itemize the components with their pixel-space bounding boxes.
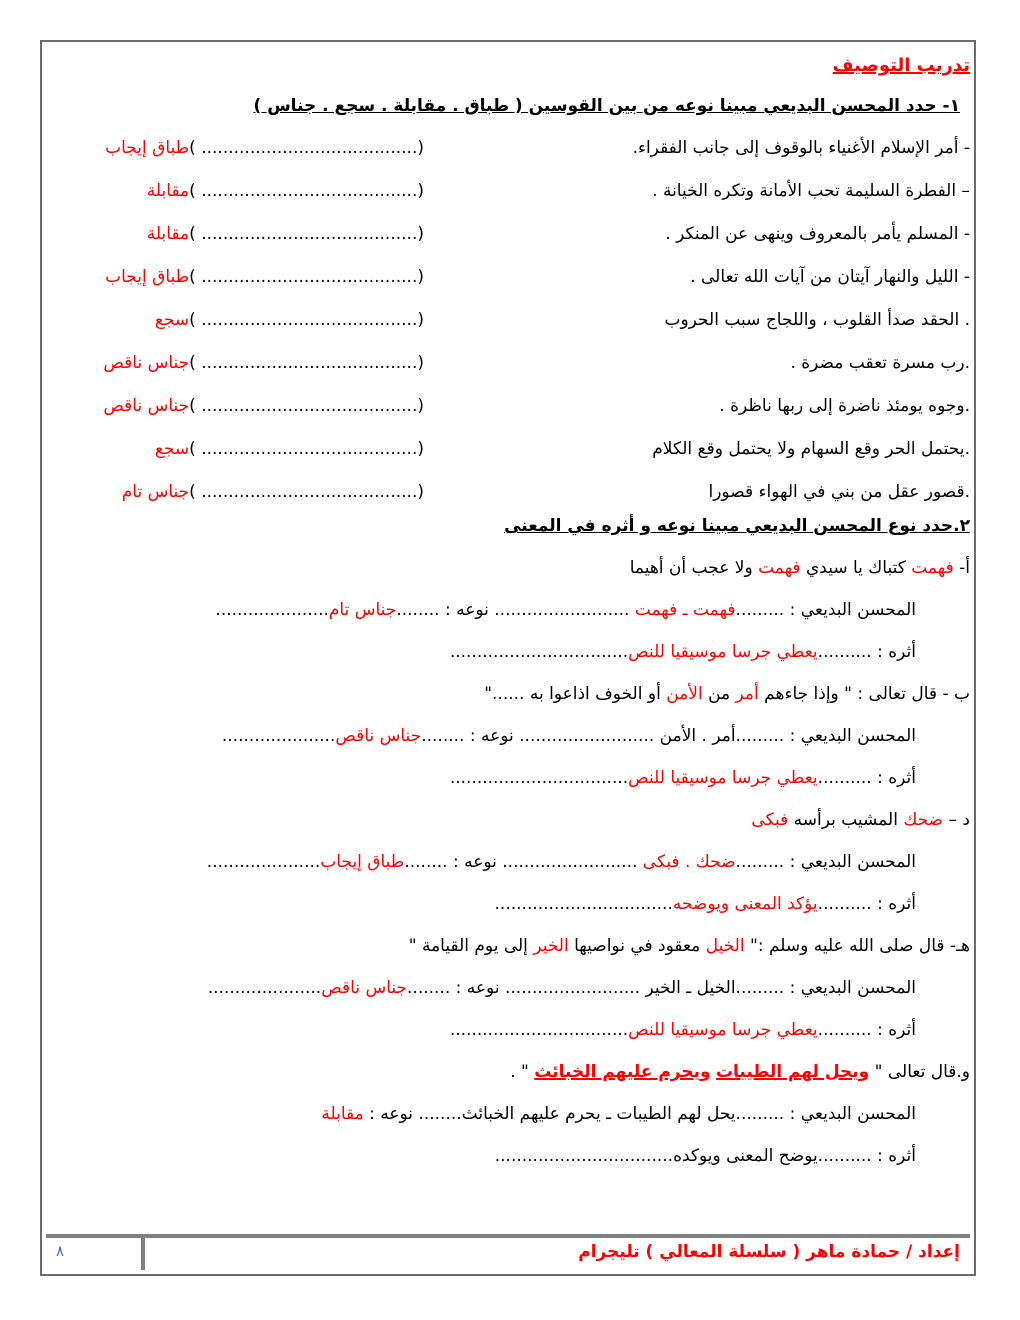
close-paren: ) xyxy=(189,138,196,158)
type-answer: جناس ناقص xyxy=(335,726,422,746)
effect-line: أثره : ..........يعطي جرسا موسيقيا للنص................................. xyxy=(449,1020,916,1040)
item-letter: أ- xyxy=(953,558,970,578)
answer-blank xyxy=(94,222,424,246)
answer-text: جناس ناقص xyxy=(103,353,190,373)
prompt-text: من xyxy=(702,684,736,704)
device-label: المحسن البديعي : xyxy=(789,1104,916,1124)
dotted-blank: ........................................ xyxy=(201,439,418,459)
exercise-prompt xyxy=(630,556,970,580)
prompt-text: ولا عجب أن أهيما xyxy=(629,558,759,578)
open-paren: ( xyxy=(417,310,424,330)
effect-line: أثره : ..........يؤكد المعنى ويوضحه................................. xyxy=(494,894,916,914)
open-paren: ( xyxy=(417,353,424,373)
open-paren: ( xyxy=(417,396,424,416)
exercise-sentence: .يحتمل الحر وقع السهام ولا يحتمل وقع الكلام xyxy=(652,439,970,459)
type-label: نوعه : xyxy=(452,852,497,872)
highlighted-word: أمر xyxy=(735,684,759,704)
dotted-blank: ........................................ xyxy=(201,267,418,287)
device-answer: يحل لهم الطيبات ـ يحرم عليهم الخبائث xyxy=(461,1104,736,1124)
effect-line: أثره : ..........يعطي جرسا موسيقيا للنص................................. xyxy=(449,642,916,662)
open-paren: ( xyxy=(417,482,424,502)
answer-blank xyxy=(94,480,424,504)
footer-credit: إعداد / حمادة ماهر ( سلسلة المعالي ) تليجرام xyxy=(578,1242,960,1262)
dotted-blank: ........................................ xyxy=(201,138,418,158)
item-letter: ب - xyxy=(937,684,970,704)
exercise-prompt xyxy=(510,1060,970,1084)
device-answer: أمر . الأمن xyxy=(659,726,736,746)
effect-answer: يعطي جرسا موسيقيا للنص xyxy=(628,642,818,662)
device-line: المحسن البديعي : .........الخيل ـ الخير ......................... نوعه : ........جناس ناقص..................... xyxy=(207,978,916,998)
dotted-blank: ........................................ xyxy=(201,353,418,373)
close-paren: ) xyxy=(189,396,196,416)
answer-text: سجع xyxy=(154,310,190,330)
effect-answer: يؤكد المعنى ويوضحه xyxy=(672,894,818,914)
exercise-sentence: .رب مسرة تعقب مضرة . xyxy=(790,353,970,373)
type-answer: مقابلة xyxy=(321,1104,364,1124)
exercise-sentence: - الليل والنهار آيتان من آيات الله تعالى . xyxy=(690,267,970,287)
device-line: المحسن البديعي : .........ضحك . فبكى ......................... نوعه : ........طباق إيجاب..................... xyxy=(206,852,916,872)
answer-blank xyxy=(94,437,424,461)
device-label: المحسن البديعي : xyxy=(789,600,916,620)
close-paren: ) xyxy=(189,439,196,459)
close-paren: ) xyxy=(189,482,196,502)
highlighted-word: فبكى xyxy=(751,810,789,830)
highlighted-word: الخيل xyxy=(705,936,745,956)
device-label: المحسن البديعي : xyxy=(789,852,916,872)
prompt-text: معقود في نواصيها xyxy=(568,936,706,956)
effect-answer: يعطي جرسا موسيقيا للنص xyxy=(628,768,818,788)
close-paren: ) xyxy=(189,353,196,373)
type-label: نوعه : xyxy=(455,978,500,998)
prompt-text: كتباك يا سيدي xyxy=(800,558,912,578)
footer-rule xyxy=(46,1234,970,1238)
exercise-sentence: - أمر الإسلام الأغنياء بالوقوف إلى جانب الفقراء. xyxy=(632,138,970,158)
open-paren: ( xyxy=(417,439,424,459)
effect-label: أثره : xyxy=(877,768,916,788)
effect-label: أثره : xyxy=(877,642,916,662)
item-letter: و. xyxy=(956,1062,970,1082)
effect-line: أثره : ..........يوضح المعنى ويوكده................................. xyxy=(494,1146,916,1166)
open-paren: ( xyxy=(417,224,424,244)
page-title: تدريب التوصيف xyxy=(832,55,970,76)
answer-text: طباق إيجاب xyxy=(105,267,190,287)
answer-blank xyxy=(94,265,424,289)
type-answer: جناس ناقص xyxy=(321,978,408,998)
highlighted-word: الخير xyxy=(533,936,569,956)
device-answer: الخيل ـ الخير xyxy=(645,978,736,998)
answer-blank xyxy=(94,351,424,375)
exercise-sentence: .وجوه يومئذ ناضرة إلى ربها ناظرة . xyxy=(719,396,970,416)
page-footer xyxy=(42,1234,974,1274)
highlighted-word: فهمت xyxy=(758,558,801,578)
device-label: المحسن البديعي : xyxy=(789,726,916,746)
open-paren: ( xyxy=(417,138,424,158)
device-answer: فهمت ـ فهمت xyxy=(634,600,736,620)
exercise-prompt xyxy=(751,808,970,832)
footer-divider xyxy=(141,1234,145,1270)
answer-text: مقابلة xyxy=(146,181,190,201)
prompt-text: قال صلى الله عليه وسلم :" xyxy=(744,936,945,956)
exercise-prompt xyxy=(484,682,970,706)
effect-line: أثره : ..........يعطي جرسا موسيقيا للنص................................. xyxy=(449,768,916,788)
exercise-sentence: . الحقد صدأ القلوب ، واللجاج سبب الحروب xyxy=(664,310,970,330)
prompt-text: أو الخوف اذاعوا به ......" xyxy=(484,684,667,704)
answer-text: طباق إيجاب xyxy=(105,138,190,158)
effect-label: أثره : xyxy=(877,894,916,914)
type-answer: طباق إيجاب xyxy=(320,852,405,872)
answer-blank xyxy=(94,308,424,332)
type-label: نوعه : xyxy=(444,600,489,620)
device-line: المحسن البديعي : .........يحل لهم الطيبات ـ يحرم عليهم الخبائث........ نوعه : مقابلة xyxy=(321,1104,916,1124)
item-letter: د – xyxy=(943,810,970,830)
exercise-prompt xyxy=(409,934,970,958)
dotted-blank: ........................................ xyxy=(201,396,418,416)
prompt-text: قال تعالى " xyxy=(869,1062,957,1082)
answer-text: مقابلة xyxy=(146,224,190,244)
answer-blank xyxy=(94,394,424,418)
effect-answer: يعطي جرسا موسيقيا للنص xyxy=(628,1020,818,1040)
type-label: نوعه : xyxy=(469,726,514,746)
dotted-blank: ........................................ xyxy=(201,482,418,502)
exercise-sentence: - المسلم يأمر بالمعروف وينهى عن المنكر . xyxy=(665,224,970,244)
highlighted-word: ضحك xyxy=(903,810,944,830)
worksheet-page xyxy=(40,40,976,1276)
prompt-text: المشيب برأسه xyxy=(788,810,904,830)
page-number: ٨ xyxy=(56,1242,65,1260)
effect-label: أثره : xyxy=(877,1146,916,1166)
answer-blank xyxy=(94,179,424,203)
device-label: المحسن البديعي : xyxy=(789,978,916,998)
answer-text: جناس ناقص xyxy=(103,396,190,416)
prompt-text: قال تعالى : " وإذا جاءهم xyxy=(758,684,938,704)
dotted-blank: ........................................ xyxy=(201,181,418,201)
device-line: المحسن البديعي : .........أمر . الأمن ......................... نوعه : ........جناس ناقص..................... xyxy=(221,726,916,746)
close-paren: ) xyxy=(189,181,196,201)
highlighted-word: فهمت xyxy=(911,558,954,578)
close-paren: ) xyxy=(189,310,196,330)
device-line: المحسن البديعي : .........فهمت ـ فهمت ......................... نوعه : ........جناس تام..................... xyxy=(215,600,916,620)
highlighted-word: ويحرم عليهم الخبائث xyxy=(534,1062,711,1082)
prompt-text: إلى يوم القيامة " xyxy=(408,936,534,956)
dotted-blank: ........................................ xyxy=(201,224,418,244)
section1-heading: ١- حدد المحسن البديعي مبينا نوعه من بين القوسين ( طباق . مقابلة . سجع . جناس ) xyxy=(253,96,960,116)
exercise-sentence: – الفطرة السليمة تحب الأمانة وتكره الخيانة . xyxy=(652,181,970,201)
highlighted-word: ويحل لهم الطيبات xyxy=(715,1062,870,1082)
close-paren: ) xyxy=(189,224,196,244)
highlighted-word: الأمن xyxy=(666,684,703,704)
answer-blank xyxy=(94,136,424,160)
open-paren: ( xyxy=(417,181,424,201)
section2-heading: ٢.حدد نوع المحسن البديعي مبينا نوعه و أثره في المعنى xyxy=(504,516,970,536)
type-label: نوعه : xyxy=(369,1104,414,1124)
dotted-blank: ........................................ xyxy=(201,310,418,330)
effect-answer: يوضح المعنى ويوكده xyxy=(673,1146,818,1166)
open-paren: ( xyxy=(417,267,424,287)
answer-text: سجع xyxy=(154,439,190,459)
worksheet-content xyxy=(42,42,974,1232)
device-answer: ضحك . فبكى xyxy=(642,852,736,872)
item-letter: هـ- xyxy=(944,936,970,956)
answer-text: جناس تام xyxy=(121,482,190,502)
exercise-sentence: .قصور عقل من بني في الهواء قصورا xyxy=(708,482,970,502)
effect-label: أثره : xyxy=(877,1020,916,1040)
type-answer: جناس تام xyxy=(328,600,397,620)
prompt-text: " . xyxy=(510,1062,535,1082)
close-paren: ) xyxy=(189,267,196,287)
